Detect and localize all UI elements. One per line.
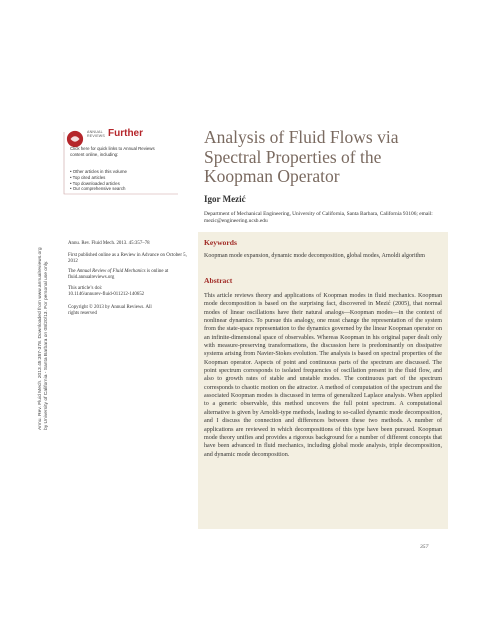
journal-online-post[interactable]: is online at fluid.annualreviews.org: [68, 269, 169, 281]
download-notice: [38, 200, 50, 430]
copyright: Copyright © 2013 by Annual Reviews. All rights reserved: [68, 305, 152, 317]
journal-name: Annual Review of Fluid Mechanics: [76, 269, 146, 274]
further-link-volume[interactable]: • Other articles in this volume: [70, 169, 127, 174]
brand-line-2: REVIEWS: [87, 134, 105, 138]
further-intro[interactable]: Click here for quick links to Annual Reviews content online, including:: [70, 146, 155, 157]
further-link-cited[interactable]: • Top cited articles: [70, 174, 106, 180]
first-published: First published online as a Review in Advance on October 5, 2012: [68, 253, 187, 265]
brand-line-1: ANNUAL: [87, 130, 103, 134]
title-line-1: Analysis of Fluid Flows via: [204, 127, 399, 147]
download-notice-line-2: by University of California - Santa Barbara on 08/20/13. For personal use only.: [44, 260, 49, 430]
further-box[interactable]: [62, 128, 180, 196]
further-link-downloaded[interactable]: • Top downloaded articles: [70, 180, 120, 186]
journal-online: [68, 269, 193, 282]
download-notice-line-1: Annu. Rev. Fluid Mech. 2013.45:357-378. Downloaded from www.annualreviews.org: [38, 247, 43, 430]
doi[interactable]: 10.1146/annurev-fluid-011212-140652: [68, 292, 145, 298]
title-line-2: Spectral Properties of the: [204, 146, 382, 167]
journal-online-pre: The: [68, 269, 77, 274]
keywords-heading: Keywords: [204, 238, 237, 247]
further-brand: [87, 130, 105, 138]
abstract-text: This article reviews theory and applications of Koopman modes in fluid mechanics. Koopman mode decomposition is based on the surprising fact, discovered in Mezić (2005), that normal modes of linear oscillations have their natural analogs—Koopman modes—in the context of nonlinear dynamics. To pursue this analogy, one must change the representation of the system from the state-space representation to the dynamics governed by the linear Koopman operator on an infinite-dimensional space of observables. Whereas Koopman in his original paper dealt only with measure-preserving transformations, the discussion here is predominantly on dissipative systems arising from Navier-Stokes evolution. The analysis is based on spectral properties of the Koopman operator. Aspects of point and continuous parts of the spectrum are discussed. The point spectrum corresponds to isolated frequencies of oscillation present in the fluid flow, and also to growth rates of stable and unstable modes. The continuous part of the spectrum corresponds to chaotic motion on the attractor. A method of computation of the spectrum and the associated Koopman modes is discussed in terms of generalized Laplace analysis. When applied to a generic observable, this method uncovers the full point spectrum. A computational alternative is given by Arnoldi-type methods, leading to so-called dynamic mode decomposition, and I discuss the connection and differences between these two methods. A number of applications are reviewed in which decompositions of this type have been pursued. Koopman mode theory unifies and provides a rigorous background for a number of different concepts that have been advanced in fluid mechanics, including global mode analysis, triple decomposition, and dynamic mode decomposition.: [204, 293, 442, 458]
further-links: [70, 169, 127, 192]
page-number: 357: [420, 544, 429, 550]
abstract-heading: Abstract: [204, 276, 233, 285]
citation: Annu. Rev. Fluid Mech. 2013. 45:357–78: [68, 241, 150, 246]
author-affiliation: Department of Mechanical Engineering, University of California, Santa Barbara, California 93106; email: mezic@engineering.ucsb.edu: [204, 211, 433, 224]
further-word: Further: [108, 128, 143, 139]
title-line-3: Koopman Operator: [204, 166, 340, 186]
doi-label: This article’s doi:: [68, 286, 103, 291]
keywords-text: Koopman mode expansion, dynamic mode decomposition, global modes, Arnoldi algorithm: [204, 253, 425, 259]
further-link-search[interactable]: • Our comprehensive search: [70, 186, 126, 192]
article-title: [204, 128, 474, 187]
author-name: Igor Mezić: [204, 194, 246, 204]
